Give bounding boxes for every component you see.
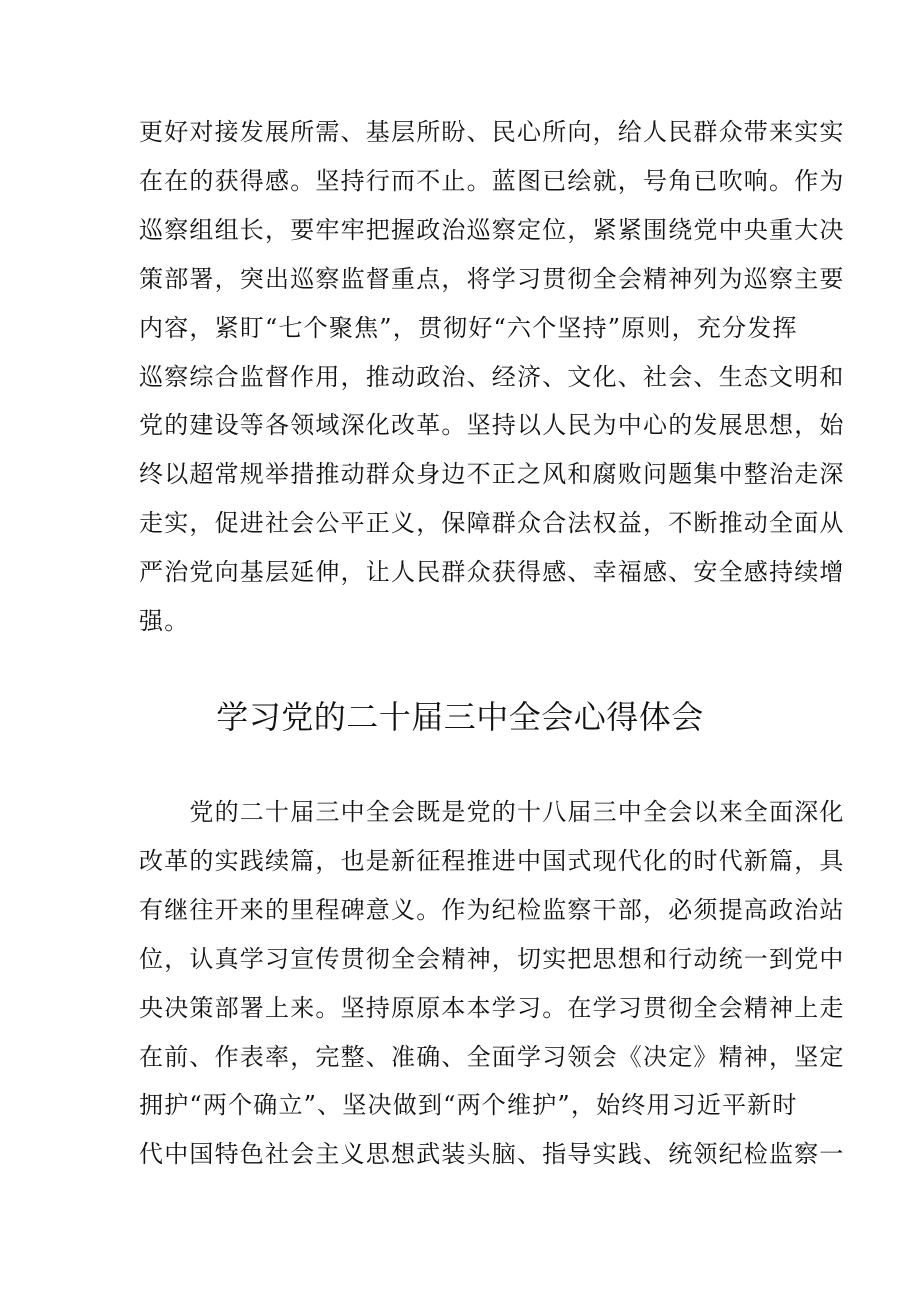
body-paragraph-1: [139, 108, 845, 646]
text-line: 在前、作表率，完整、准确、全面学习领会《决定》精神，坚定: [139, 1042, 845, 1071]
section-heading: 学习党的二十届三中全会心得体会: [216, 698, 704, 736]
text-line: 改革的实践续篇，也是新征程推进中国式现代化的时代新篇，具: [139, 846, 845, 875]
text-line: 在在的获得感。坚持行而不止。蓝图已绘就，号角已吹响。作为: [139, 166, 845, 195]
text-line: 严治党向基层延伸，让人民群众获得感、幸福感、安全感持续增: [139, 558, 845, 587]
text-line: 内容，紧盯“七个聚焦”，贯彻好“六个坚持”原则，充分发挥: [139, 313, 798, 342]
text-line: 位，认真学习宣传贯彻全会精神，切实把思想和行动统一到党中: [139, 944, 845, 973]
text-line: 党的建设等各领域深化改革。坚持以人民为中心的发展思想，始: [139, 411, 845, 440]
text-line: 更好对接发展所需、基层所盼、民心所向，给人民群众带来实实: [139, 118, 845, 146]
text-line: 巡察组组长，要牢牢把握政治巡察定位，紧紧围绕党中央重大决: [139, 215, 845, 244]
text-line: 强。: [139, 607, 190, 636]
text-line: 央决策部署上来。坚持原原本本学习。在学习贯彻全会精神上走: [139, 993, 845, 1022]
text-line: 走实，促进社会公平正义，保障群众合法权益，不断推动全面从: [139, 509, 845, 538]
text-line: 有继往开来的里程碑意义。作为纪检监察干部，必须提高政治站: [139, 895, 845, 924]
text-line: 代中国特色社会主义思想武装头脑、指导实践、统领纪检监察一: [139, 1140, 845, 1169]
text-line: 巡察综合监督作用，推动政治、经济、文化、社会、生态文明和: [139, 362, 845, 391]
text-line: 党的二十届三中全会既是党的十八届三中全会以来全面深化: [139, 798, 845, 826]
text-line: 策部署，突出巡察监督重点，将学习贯彻全会精神列为巡察主要: [139, 264, 845, 293]
text-line: 终以超常规举措推动群众身边不正之风和腐败问题集中整治走深: [139, 460, 845, 489]
text-line: 拥护“两个确立”、坚决做到“两个维护”，始终用习近平新时: [139, 1091, 798, 1120]
body-paragraph-2: [139, 788, 845, 1179]
